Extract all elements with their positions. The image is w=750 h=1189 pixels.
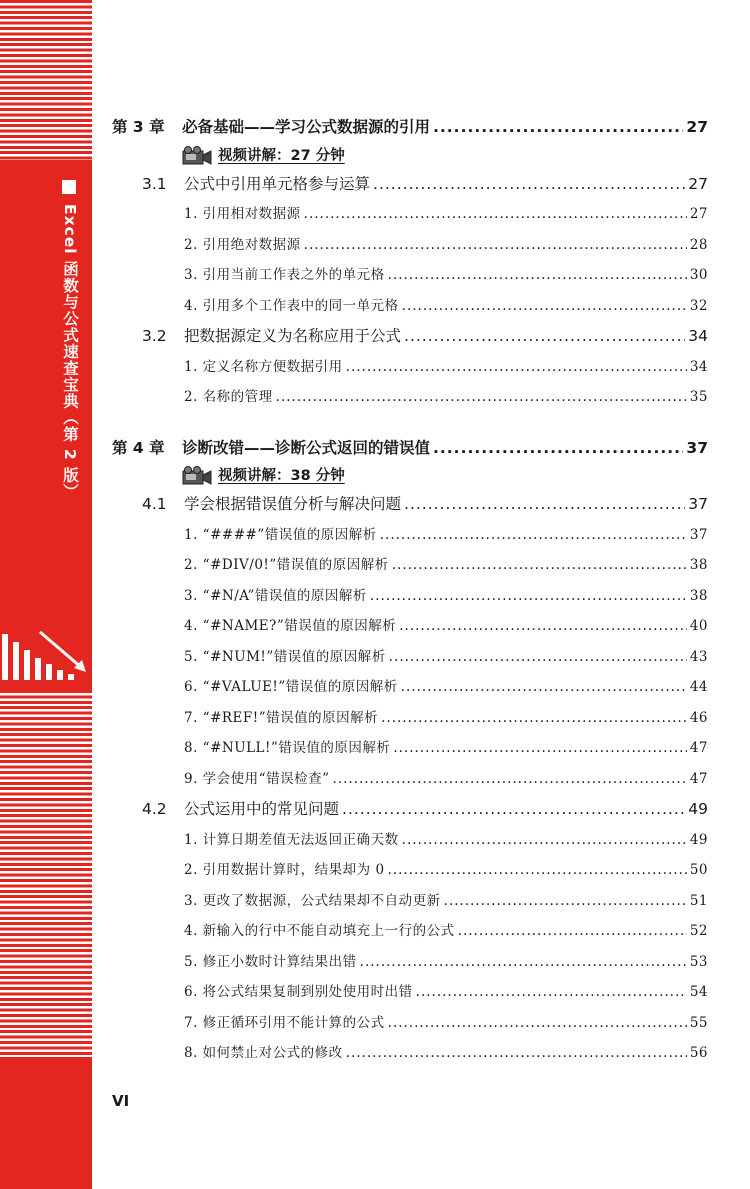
sidebar-stripes-bottom xyxy=(0,690,92,1060)
page-number: 28 xyxy=(689,236,708,253)
dot-leader xyxy=(380,520,687,551)
toc-item[interactable] xyxy=(112,199,708,230)
toc-chapter-4[interactable] xyxy=(112,433,708,464)
video-duration-text: 视频讲解：27 分钟 xyxy=(218,147,345,164)
dot-leader xyxy=(304,230,687,261)
dot-leader xyxy=(389,642,687,673)
chapter-spacer xyxy=(112,413,708,433)
dot-leader xyxy=(433,112,683,143)
toc-section-3-1[interactable] xyxy=(112,169,708,200)
dot-leader xyxy=(402,291,687,322)
dot-leader xyxy=(360,947,687,978)
toc-item[interactable] xyxy=(112,1008,708,1039)
dot-leader xyxy=(404,489,685,520)
page-number: 49 xyxy=(688,800,708,818)
item-title: 5. “#NUM!”错误值的原因解析 xyxy=(184,648,386,665)
section-number: 4.2 xyxy=(142,800,167,818)
item-title: 4. 新输入的行中不能自动填充上一行的公式 xyxy=(184,923,455,939)
toc-item[interactable] xyxy=(112,611,708,642)
dot-leader xyxy=(399,611,687,642)
item-title: 1. 定义名称方便数据引用 xyxy=(184,358,343,375)
dot-leader xyxy=(370,581,687,612)
page-number: 46 xyxy=(689,709,708,726)
toc-item[interactable] xyxy=(112,260,708,291)
item-title: 5. 修正小数时计算结果出错 xyxy=(184,953,357,970)
sidebar-band xyxy=(0,0,92,1189)
page-number: 37 xyxy=(689,526,708,543)
item-title: 3. 更改了数据源，公式结果却不自动更新 xyxy=(184,892,441,909)
dot-leader xyxy=(402,825,687,856)
dot-leader xyxy=(332,764,686,795)
dot-leader xyxy=(373,169,685,200)
toc-item[interactable] xyxy=(112,1038,708,1069)
sidebar-stripes-top xyxy=(0,0,92,160)
toc-item[interactable] xyxy=(112,733,708,764)
dot-leader xyxy=(393,733,686,764)
section-title: 把数据源定义为名称应用于公式 xyxy=(184,327,402,345)
video-lecture-line xyxy=(182,143,708,169)
page-number: 55 xyxy=(689,1014,708,1031)
item-title: 4. “#NAME?”错误值的原因解析 xyxy=(184,618,397,634)
page-number: 38 xyxy=(689,557,708,573)
item-title: 6. 将公式结果复制到别处使用时出错 xyxy=(184,984,413,1000)
toc-item[interactable] xyxy=(112,520,708,551)
item-title: 2. “#DIV/0!”错误值的原因解析 xyxy=(184,557,389,573)
declining-bar-chart-icon xyxy=(0,628,92,682)
dot-leader xyxy=(458,916,687,947)
chapter-label: 第 4 章 xyxy=(112,438,165,457)
dot-leader xyxy=(304,199,687,230)
page-number: 34 xyxy=(688,327,708,345)
item-title: 3. “#N/A”错误值的原因解析 xyxy=(184,587,367,604)
dot-leader xyxy=(392,550,687,581)
item-title: 8. “#NULL!”错误值的原因解析 xyxy=(184,740,391,756)
item-title: 1. 计算日期差值无法返回正确天数 xyxy=(184,831,399,848)
video-camera-icon xyxy=(182,146,212,166)
page-number: 32 xyxy=(689,297,708,314)
dot-leader xyxy=(404,321,685,352)
page-number: 27 xyxy=(689,206,708,222)
dot-leader xyxy=(444,886,687,917)
chapter-title: 诊断改错——诊断公式返回的错误值 xyxy=(182,438,431,457)
page-number: 44 xyxy=(689,679,708,695)
dot-leader xyxy=(346,352,687,383)
item-title: 8. 如何禁止对公式的修改 xyxy=(184,1045,343,1061)
dot-leader xyxy=(381,703,687,734)
table-of-contents xyxy=(112,112,708,1069)
item-title: 7. “#REF!”错误值的原因解析 xyxy=(184,709,379,726)
page-number: 35 xyxy=(689,389,708,405)
section-title: 公式运用中的常见问题 xyxy=(184,800,340,818)
video-camera-icon xyxy=(182,466,212,486)
item-title: 2. 引用绝对数据源 xyxy=(184,236,301,253)
page-number: 47 xyxy=(689,770,708,787)
toc-item[interactable] xyxy=(112,855,708,886)
book-title-vertical: Excel 函数与公式速查宝典（第 2 版） xyxy=(61,204,79,501)
page-number: 56 xyxy=(689,1045,708,1061)
toc-item[interactable] xyxy=(112,947,708,978)
dot-leader xyxy=(388,1008,687,1039)
dot-leader xyxy=(416,977,687,1008)
page-number: 53 xyxy=(689,953,708,970)
dot-leader xyxy=(388,260,687,291)
sidebar-square-marker xyxy=(62,180,76,194)
chapter-label: 第 3 章 xyxy=(112,118,165,136)
page-number: 50 xyxy=(689,862,708,878)
page-number: 54 xyxy=(689,984,708,1000)
section-number: 3.2 xyxy=(142,327,167,345)
page-number: 40 xyxy=(689,618,708,634)
toc-item[interactable] xyxy=(112,550,708,581)
toc-section-4-1[interactable] xyxy=(112,489,708,520)
item-title: 7. 修正循环引用不能计算的公式 xyxy=(184,1014,385,1031)
dot-leader xyxy=(388,855,687,886)
item-title: 2. 名称的管理 xyxy=(184,389,273,405)
dot-leader xyxy=(401,672,687,703)
page-number: 37 xyxy=(686,438,708,457)
section-number: 4.1 xyxy=(142,495,167,513)
item-title: 6. “#VALUE!”错误值的原因解析 xyxy=(184,679,398,695)
item-title: 9. 学会使用“错误检查” xyxy=(184,770,330,787)
toc-item[interactable] xyxy=(112,886,708,917)
item-title: 4. 引用多个工作表中的同一单元格 xyxy=(184,297,399,314)
section-title: 学会根据错误值分析与解决问题 xyxy=(184,495,402,513)
page-number: 43 xyxy=(689,648,708,665)
page-number: 34 xyxy=(689,358,708,375)
page-number: 27 xyxy=(688,174,708,193)
toc-item[interactable] xyxy=(112,825,708,856)
toc-item[interactable] xyxy=(112,977,708,1008)
toc-item[interactable] xyxy=(112,703,708,734)
page-number: 49 xyxy=(689,831,708,848)
section-number: 3.1 xyxy=(142,174,167,193)
toc-item[interactable] xyxy=(112,352,708,383)
page-number: 30 xyxy=(689,267,708,283)
dot-leader xyxy=(433,433,683,464)
toc-section-4-2[interactable] xyxy=(112,794,708,825)
page-folio: VI xyxy=(112,1092,130,1110)
toc-item[interactable] xyxy=(112,642,708,673)
toc-item[interactable] xyxy=(112,916,708,947)
video-duration-text: 视频讲解：38 分钟 xyxy=(218,468,345,484)
page-number: 52 xyxy=(689,923,708,939)
page-number: 51 xyxy=(689,892,708,909)
toc-item[interactable] xyxy=(112,672,708,703)
item-title: 2. 引用数据计算时，结果却为 0 xyxy=(184,862,385,878)
video-lecture-line xyxy=(182,463,708,489)
item-title: 3. 引用当前工作表之外的单元格 xyxy=(184,267,385,283)
item-title: 1. 引用相对数据源 xyxy=(184,206,301,222)
toc-item[interactable] xyxy=(112,382,708,413)
page-number: 38 xyxy=(689,587,708,604)
dot-leader xyxy=(342,794,685,825)
toc-section-3-2[interactable] xyxy=(112,321,708,352)
chapter-title: 必备基础——学习公式数据源的引用 xyxy=(182,118,431,136)
toc-chapter-3[interactable] xyxy=(112,112,708,143)
section-title: 公式中引用单元格参与运算 xyxy=(184,174,371,193)
toc-item[interactable] xyxy=(112,581,708,612)
page-number: 37 xyxy=(688,495,708,513)
toc-item[interactable] xyxy=(112,291,708,322)
dot-leader xyxy=(346,1038,687,1069)
page-number: 47 xyxy=(689,740,708,756)
item-title: 1. “####”错误值的原因解析 xyxy=(184,526,377,543)
toc-item[interactable] xyxy=(112,764,708,795)
page-number: 27 xyxy=(686,118,708,136)
toc-item[interactable] xyxy=(112,230,708,261)
dot-leader xyxy=(276,382,687,413)
